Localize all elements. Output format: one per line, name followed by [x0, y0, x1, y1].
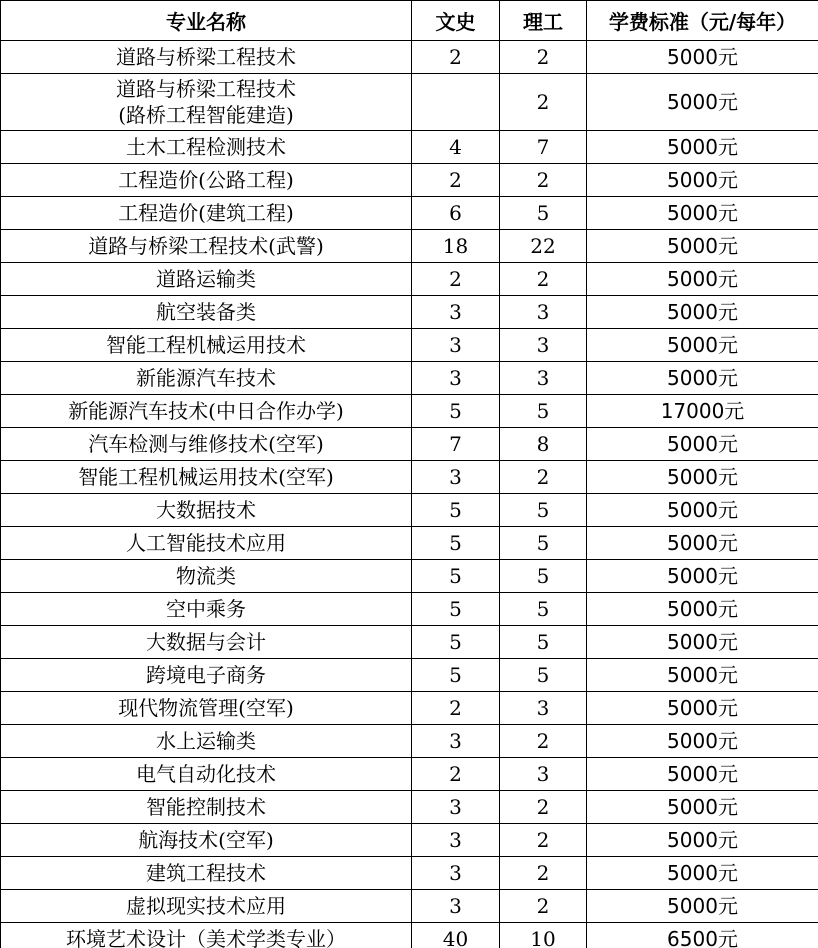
major-name-line: 工程造价(建筑工程)	[118, 201, 294, 225]
cell-tuition-fee[interactable]: 5000元	[587, 857, 818, 890]
cell-liberal-arts-count[interactable]: 5	[412, 494, 500, 527]
table-row	[1, 230, 818, 263]
cell-liberal-arts-count[interactable]: 5	[412, 659, 500, 692]
table-row	[1, 296, 818, 329]
header-science[interactable]: 理工	[500, 1, 587, 41]
cell-science-count[interactable]: 5	[500, 527, 587, 560]
cell-tuition-fee[interactable]: 5000元	[587, 560, 818, 593]
table-body	[1, 41, 818, 948]
cell-tuition-fee[interactable]: 5000元	[587, 329, 818, 362]
cell-liberal-arts-count[interactable]: 6	[412, 197, 500, 230]
cell-liberal-arts-count[interactable]: 3	[412, 890, 500, 923]
major-name-line: 大数据技术	[156, 498, 256, 522]
cell-tuition-fee[interactable]: 5000元	[587, 41, 818, 74]
table-row	[1, 164, 818, 197]
cell-liberal-arts-count[interactable]: 40	[412, 923, 500, 948]
cell-tuition-fee[interactable]: 17000元	[587, 395, 818, 428]
cell-liberal-arts-count[interactable]: 2	[412, 164, 500, 197]
cell-liberal-arts-count[interactable]: 2	[412, 692, 500, 725]
table-row	[1, 824, 818, 857]
major-name-line: 道路与桥梁工程技术	[116, 45, 296, 69]
cell-major-name[interactable]	[1, 197, 412, 230]
table-row	[1, 626, 818, 659]
cell-major-name[interactable]	[1, 395, 412, 428]
major-name-line: 新能源汽车技术(中日合作办学)	[68, 399, 344, 423]
cell-major-name[interactable]	[1, 230, 412, 263]
cell-tuition-fee[interactable]: 5000元	[587, 659, 818, 692]
table-row	[1, 74, 818, 131]
cell-liberal-arts-count[interactable]: 3	[412, 791, 500, 824]
cell-science-count[interactable]: 2	[500, 857, 587, 890]
major-name-line: 建筑工程技术	[146, 861, 266, 885]
cell-science-count[interactable]: 5	[500, 395, 587, 428]
major-name-line: 智能工程机械运用技术	[106, 333, 306, 357]
cell-liberal-arts-count[interactable]: 3	[412, 461, 500, 494]
table-row	[1, 461, 818, 494]
major-name-line: 智能工程机械运用技术(空军)	[78, 465, 334, 489]
cell-tuition-fee[interactable]: 5000元	[587, 824, 818, 857]
cell-major-name[interactable]	[1, 494, 412, 527]
major-name-line: 空中乘务	[166, 597, 246, 621]
cell-major-name[interactable]	[1, 131, 412, 164]
major-name-line: 物流类	[176, 564, 236, 588]
cell-tuition-fee[interactable]: 5000元	[587, 131, 818, 164]
major-name-line: 工程造价(公路工程)	[118, 168, 294, 192]
cell-major-name[interactable]	[1, 725, 412, 758]
table-row	[1, 41, 818, 74]
cell-tuition-fee[interactable]: 5000元	[587, 527, 818, 560]
table-row	[1, 593, 818, 626]
cell-science-count[interactable]: 2	[500, 824, 587, 857]
cell-liberal-arts-count[interactable]: 5	[412, 593, 500, 626]
major-name-line: (路桥工程智能建造)	[118, 103, 294, 127]
cell-science-count[interactable]: 5	[500, 659, 587, 692]
cell-tuition-fee[interactable]: 5000元	[587, 626, 818, 659]
cell-major-name[interactable]	[1, 758, 412, 791]
major-name-line: 电气自动化技术	[136, 762, 276, 786]
cell-tuition-fee[interactable]: 5000元	[587, 428, 818, 461]
cell-major-name[interactable]	[1, 593, 412, 626]
table-row	[1, 263, 818, 296]
major-name-line: 新能源汽车技术	[136, 366, 276, 390]
cell-tuition-fee[interactable]: 5000元	[587, 263, 818, 296]
header-liberal-arts[interactable]: 文史	[412, 1, 500, 41]
cell-major-name[interactable]	[1, 74, 412, 131]
cell-science-count[interactable]: 5	[500, 560, 587, 593]
cell-liberal-arts-count[interactable]: 5	[412, 560, 500, 593]
cell-science-count[interactable]: 2	[500, 41, 587, 74]
cell-major-name[interactable]	[1, 626, 412, 659]
table-row	[1, 857, 818, 890]
major-name-line: 现代物流管理(空军)	[118, 696, 294, 720]
cell-tuition-fee[interactable]: 5000元	[587, 791, 818, 824]
cell-tuition-fee[interactable]: 5000元	[587, 758, 818, 791]
cell-tuition-fee[interactable]: 5000元	[587, 692, 818, 725]
cell-liberal-arts-count[interactable]: 3	[412, 296, 500, 329]
table-row	[1, 659, 818, 692]
major-name-line: 道路与桥梁工程技术	[116, 77, 296, 101]
cell-major-name[interactable]	[1, 560, 412, 593]
cell-major-name[interactable]	[1, 923, 412, 948]
cell-science-count[interactable]: 5	[500, 626, 587, 659]
cell-major-name[interactable]	[1, 527, 412, 560]
cell-liberal-arts-count[interactable]: 4	[412, 131, 500, 164]
major-name-line: 环境艺术设计（美术学类专业）	[66, 927, 346, 948]
cell-science-count[interactable]: 2	[500, 461, 587, 494]
cell-tuition-fee[interactable]: 5000元	[587, 593, 818, 626]
cell-major-name[interactable]	[1, 362, 412, 395]
cell-major-name[interactable]	[1, 692, 412, 725]
major-name-line: 人工智能技术应用	[126, 531, 286, 555]
cell-major-name[interactable]	[1, 428, 412, 461]
cell-liberal-arts-count[interactable]: 5	[412, 527, 500, 560]
table-row	[1, 197, 818, 230]
cell-science-count[interactable]: 5	[500, 593, 587, 626]
cell-tuition-fee[interactable]: 5000元	[587, 230, 818, 263]
cell-liberal-arts-count[interactable]: 2	[412, 263, 500, 296]
cell-major-name[interactable]	[1, 857, 412, 890]
table-row	[1, 494, 818, 527]
cell-liberal-arts-count[interactable]: 3	[412, 824, 500, 857]
table-row	[1, 131, 818, 164]
cell-science-count[interactable]: 5	[500, 197, 587, 230]
cell-science-count[interactable]: 5	[500, 494, 587, 527]
cell-liberal-arts-count[interactable]: 5	[412, 395, 500, 428]
header-tuition[interactable]: 学费标准（元/每年）	[587, 1, 818, 41]
cell-major-name[interactable]	[1, 329, 412, 362]
cell-science-count[interactable]: 3	[500, 329, 587, 362]
major-name-line: 汽车检测与维修技术(空军)	[88, 432, 324, 456]
table-row	[1, 527, 818, 560]
cell-tuition-fee[interactable]: 5000元	[587, 890, 818, 923]
table-row	[1, 329, 818, 362]
major-name-line: 跨境电子商务	[146, 663, 266, 687]
cell-science-count[interactable]: 10	[500, 923, 587, 948]
cell-major-name[interactable]	[1, 824, 412, 857]
table-row	[1, 362, 818, 395]
cell-tuition-fee[interactable]: 6500元	[587, 923, 818, 948]
major-name-line: 道路运输类	[156, 267, 256, 291]
cell-science-count[interactable]: 3	[500, 758, 587, 791]
major-name-line: 智能控制技术	[146, 795, 266, 819]
cell-liberal-arts-count[interactable]	[412, 74, 500, 131]
cell-science-count[interactable]: 22	[500, 230, 587, 263]
cell-science-count[interactable]: 2	[500, 791, 587, 824]
cell-science-count[interactable]: 2	[500, 890, 587, 923]
cell-major-name[interactable]	[1, 890, 412, 923]
cell-liberal-arts-count[interactable]: 3	[412, 362, 500, 395]
cell-major-name[interactable]	[1, 791, 412, 824]
cell-major-name[interactable]	[1, 263, 412, 296]
cell-liberal-arts-count[interactable]: 3	[412, 725, 500, 758]
table-header-row	[1, 1, 818, 41]
table-row	[1, 725, 818, 758]
cell-liberal-arts-count[interactable]: 2	[412, 41, 500, 74]
major-name-line: 航空装备类	[156, 300, 256, 324]
cell-science-count[interactable]: 2	[500, 164, 587, 197]
cell-tuition-fee[interactable]: 5000元	[587, 197, 818, 230]
cell-tuition-fee[interactable]: 5000元	[587, 461, 818, 494]
cell-science-count[interactable]: 7	[500, 131, 587, 164]
cell-science-count[interactable]: 3	[500, 296, 587, 329]
major-name-line: 土木工程检测技术	[126, 135, 286, 159]
cell-tuition-fee[interactable]: 5000元	[587, 362, 818, 395]
major-name-line: 道路与桥梁工程技术(武警)	[88, 234, 324, 258]
cell-major-name[interactable]	[1, 296, 412, 329]
cell-science-count[interactable]: 2	[500, 74, 587, 131]
cell-science-count[interactable]: 2	[500, 725, 587, 758]
cell-liberal-arts-count[interactable]: 7	[412, 428, 500, 461]
table-row	[1, 890, 818, 923]
major-name-line: 虚拟现实技术应用	[126, 894, 286, 918]
cell-tuition-fee[interactable]: 5000元	[587, 725, 818, 758]
cell-major-name[interactable]	[1, 164, 412, 197]
cell-liberal-arts-count[interactable]: 2	[412, 758, 500, 791]
cell-science-count[interactable]: 2	[500, 263, 587, 296]
cell-science-count[interactable]: 8	[500, 428, 587, 461]
header-major-name[interactable]: 专业名称	[1, 1, 412, 41]
cell-tuition-fee[interactable]: 5000元	[587, 74, 818, 131]
major-name-line: 大数据与会计	[146, 630, 266, 654]
cell-liberal-arts-count[interactable]: 3	[412, 857, 500, 890]
cell-tuition-fee[interactable]: 5000元	[587, 296, 818, 329]
cell-tuition-fee[interactable]: 5000元	[587, 164, 818, 197]
table-row	[1, 395, 818, 428]
table-row	[1, 428, 818, 461]
table-row	[1, 791, 818, 824]
cell-liberal-arts-count[interactable]: 3	[412, 329, 500, 362]
table-row	[1, 758, 818, 791]
major-name-line: 航海技术(空军)	[138, 828, 274, 852]
table-row	[1, 923, 818, 948]
cell-liberal-arts-count[interactable]: 18	[412, 230, 500, 263]
cell-major-name[interactable]	[1, 461, 412, 494]
table-row	[1, 560, 818, 593]
cell-liberal-arts-count[interactable]: 5	[412, 626, 500, 659]
major-name-line: 水上运输类	[156, 729, 256, 753]
cell-science-count[interactable]: 3	[500, 692, 587, 725]
cell-tuition-fee[interactable]: 5000元	[587, 494, 818, 527]
cell-major-name[interactable]	[1, 41, 412, 74]
cell-major-name[interactable]	[1, 659, 412, 692]
table-row	[1, 692, 818, 725]
cell-science-count[interactable]: 3	[500, 362, 587, 395]
